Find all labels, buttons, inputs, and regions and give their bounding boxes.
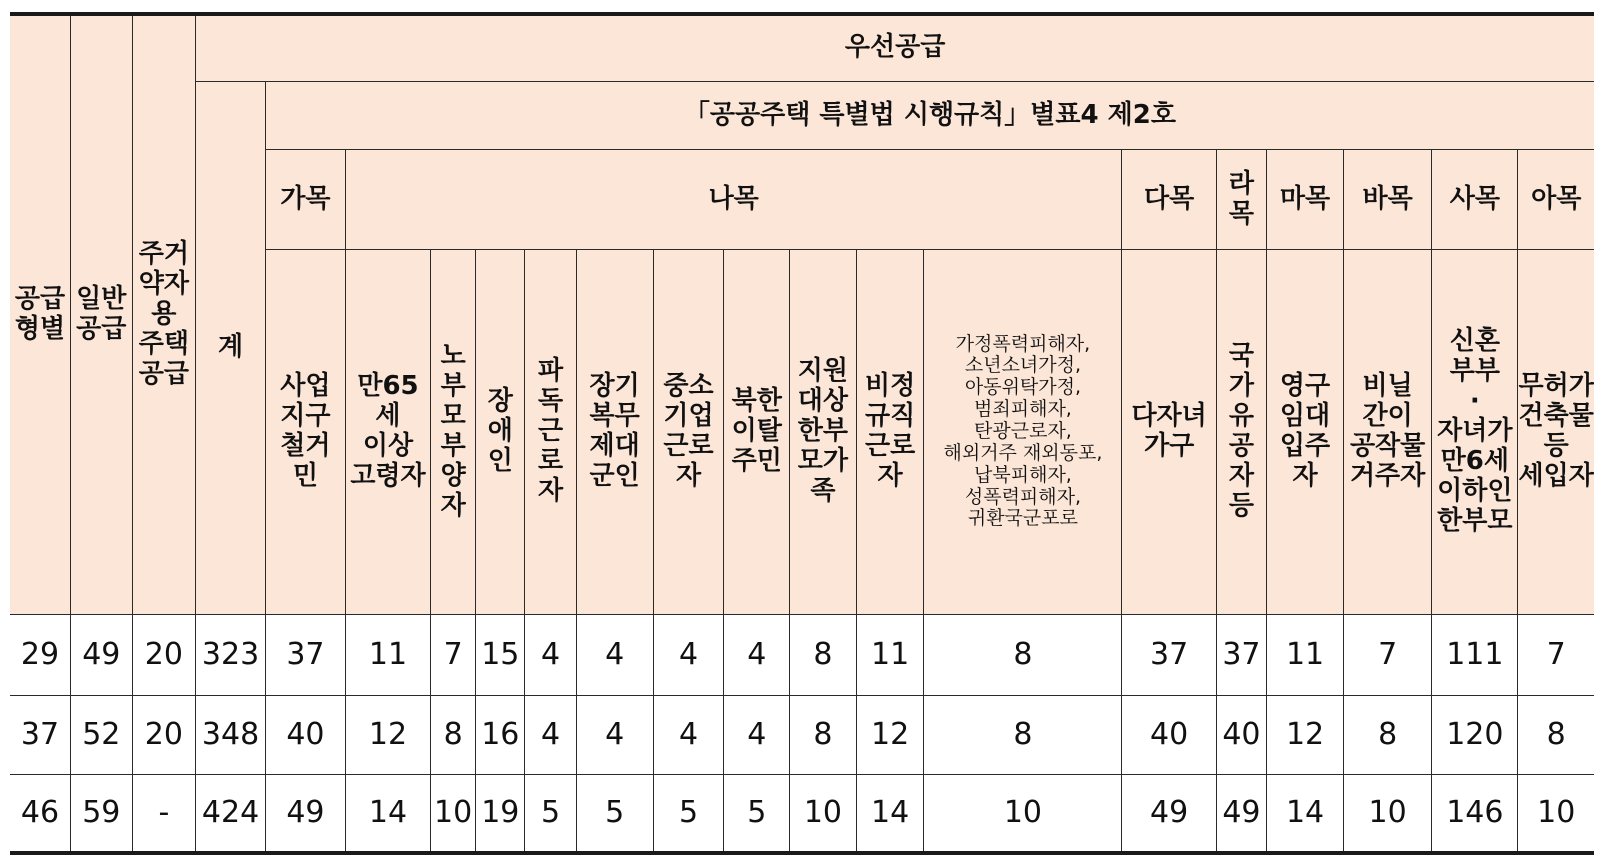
table-cell: 120 xyxy=(1432,696,1518,775)
header-group-sa-text: 사목 xyxy=(1449,183,1500,214)
table-cell: 12 xyxy=(345,696,430,775)
table-cell: 14 xyxy=(345,774,430,853)
header-general-supply xyxy=(71,14,133,614)
header-subcategory xyxy=(790,250,857,614)
header-group-ma-text: 마목 xyxy=(1279,183,1331,214)
header-subcategory-text: 가정폭력피해자, 소년소녀가정, 아동위탁가정, 범죄피해자, 탄광근로자, 해외거주 재외동포, 납북피해자, 성폭력피해자, 귀환국군포로 xyxy=(943,332,1103,530)
table-cell: 37 xyxy=(10,696,71,775)
header-priority-supply xyxy=(196,14,1594,81)
table-cell: 4 xyxy=(653,696,724,775)
table-cell: 323 xyxy=(196,614,266,696)
header-group-da xyxy=(1122,150,1216,250)
table-cell: 111 xyxy=(1432,614,1518,696)
header-subcategory xyxy=(924,250,1122,614)
header-general-supply-text: 일반 공급 xyxy=(76,283,127,344)
header-group-ra-text: 라 목 xyxy=(1228,168,1254,229)
housing-supply-table xyxy=(10,12,1594,855)
header-group-na-text: 나목 xyxy=(708,183,759,214)
table-cell: 37 xyxy=(265,614,345,696)
table-cell: 49 xyxy=(1216,774,1266,853)
table-cell: - xyxy=(132,774,196,853)
table-cell: 12 xyxy=(856,696,924,775)
table-cell: 10 xyxy=(1518,774,1594,853)
table-row xyxy=(10,614,1594,696)
table-cell: 14 xyxy=(1267,774,1344,853)
table-cell: 4 xyxy=(576,614,653,696)
table-cell: 8 xyxy=(790,696,857,775)
header-group-na xyxy=(345,150,1122,250)
header-subcategory-text: 노 부 모 부 양 자 xyxy=(440,341,466,521)
table-cell: 49 xyxy=(1122,774,1216,853)
header-subcategory xyxy=(1432,250,1518,614)
header-subcategory xyxy=(525,250,576,614)
table-cell: 5 xyxy=(525,774,576,853)
header-group-ga xyxy=(265,150,345,250)
header-subcategory xyxy=(653,250,724,614)
header-group-sa xyxy=(1432,150,1518,250)
header-subcategory-text: 지원 대상 한부 모가 족 xyxy=(797,356,849,506)
header-subcategory xyxy=(724,250,790,614)
header-supply-type-text: 공급 형별 xyxy=(14,283,66,344)
table-cell: 12 xyxy=(1267,696,1344,775)
header-vulnerable-housing xyxy=(132,14,196,614)
table-cell: 5 xyxy=(576,774,653,853)
header-subcategory xyxy=(265,250,345,614)
table-cell: 4 xyxy=(724,696,790,775)
header-subcategory xyxy=(1518,250,1594,614)
header-subcategory xyxy=(1344,250,1432,614)
header-total-text: 계 xyxy=(217,331,244,362)
table-row xyxy=(10,696,1594,775)
table-row xyxy=(10,774,1594,853)
table-cell: 19 xyxy=(476,774,525,853)
header-rule-text: 「공공주택 특별법 시행규칙」별표4 제2호 xyxy=(683,99,1176,130)
header-subcategory-text: 사업 지구 철거 민 xyxy=(280,371,331,491)
table-cell: 40 xyxy=(265,696,345,775)
header-group-ba-text: 바목 xyxy=(1362,183,1413,214)
header-subcategory xyxy=(476,250,525,614)
header-subcategory-text: 북한 이탈 주민 xyxy=(731,386,782,476)
table-cell: 11 xyxy=(856,614,924,696)
table-cell: 7 xyxy=(1518,614,1594,696)
table-cell: 5 xyxy=(653,774,724,853)
table-cell: 37 xyxy=(1122,614,1216,696)
table-cell: 37 xyxy=(1216,614,1266,696)
table-cell: 8 xyxy=(924,696,1122,775)
table-cell: 4 xyxy=(653,614,724,696)
table-cell: 29 xyxy=(10,614,71,696)
table-cell: 7 xyxy=(431,614,476,696)
header-group-a-text: 아목 xyxy=(1531,183,1582,214)
header-subcategory xyxy=(345,250,430,614)
header-subcategory-text: 장 애 인 xyxy=(487,386,513,476)
table-cell: 59 xyxy=(71,774,133,853)
table-cell: 10 xyxy=(1344,774,1432,853)
header-subcategory-text: 영구 임대 입주 자 xyxy=(1279,371,1331,491)
table-cell: 8 xyxy=(790,614,857,696)
table-cell: 11 xyxy=(1267,614,1344,696)
header-group-ma xyxy=(1267,150,1344,250)
table-cell: 4 xyxy=(525,614,576,696)
table-cell: 16 xyxy=(476,696,525,775)
header-group-a xyxy=(1518,150,1594,250)
header-subcategory-text: 비정 규직 근로 자 xyxy=(864,371,916,491)
table-cell: 52 xyxy=(71,696,133,775)
header-priority-supply-text: 우선공급 xyxy=(844,32,946,63)
header-subcategory xyxy=(856,250,924,614)
table-cell: 8 xyxy=(1518,696,1594,775)
header-subcategory-text: 파 독 근 로 자 xyxy=(538,356,564,506)
table-cell: 14 xyxy=(856,774,924,853)
header-vulnerable-housing-text: 주거 약자 용 주택 공급 xyxy=(138,239,189,389)
table-cell: 40 xyxy=(1122,696,1216,775)
table-cell: 348 xyxy=(196,696,266,775)
table-cell: 424 xyxy=(196,774,266,853)
table-cell: 46 xyxy=(10,774,71,853)
table-cell: 146 xyxy=(1432,774,1518,853)
table-cell: 7 xyxy=(1344,614,1432,696)
header-subcategory-text: 다자녀 가구 xyxy=(1131,401,1207,461)
header-subcategory xyxy=(431,250,476,614)
header-rule xyxy=(265,81,1594,149)
header-subcategory-text: 비닐 간이 공작물 거주자 xyxy=(1349,371,1426,491)
header-subcategory xyxy=(1267,250,1344,614)
table-cell: 20 xyxy=(132,614,196,696)
table-cell: 10 xyxy=(790,774,857,853)
table-cell: 11 xyxy=(345,614,430,696)
table-cell: 4 xyxy=(724,614,790,696)
header-subcategory-text: 중소 기업 근로 자 xyxy=(663,371,714,491)
table-cell: 15 xyxy=(476,614,525,696)
header-subcategory-text: 신혼 부부 · 자녀가 만6세 이하인 한부모 xyxy=(1437,326,1513,536)
header-subcategory-text: 무허가 건축물 등 세입자 xyxy=(1518,371,1594,491)
table-cell: 4 xyxy=(525,696,576,775)
header-subcategory-text: 국 가 유 공 자 등 xyxy=(1228,341,1254,521)
table-cell: 10 xyxy=(924,774,1122,853)
table-cell: 49 xyxy=(71,614,133,696)
table-cell: 4 xyxy=(576,696,653,775)
table-cell: 5 xyxy=(724,774,790,853)
header-subcategory-text: 만65 세 이상 고령자 xyxy=(350,371,426,491)
table-cell: 8 xyxy=(924,614,1122,696)
header-subcategory xyxy=(1216,250,1266,614)
header-group-ba xyxy=(1344,150,1432,250)
header-total xyxy=(196,81,266,614)
header-subcategory xyxy=(1122,250,1216,614)
header-group-ga-text: 가목 xyxy=(280,183,331,214)
table-cell: 20 xyxy=(132,696,196,775)
table-cell: 10 xyxy=(431,774,476,853)
header-subcategory xyxy=(576,250,653,614)
header-supply-type xyxy=(10,14,71,614)
table-cell: 49 xyxy=(265,774,345,853)
header-subcategory-text: 장기 복무 제대 군인 xyxy=(589,371,640,491)
table-cell: 8 xyxy=(1344,696,1432,775)
header-group-ra xyxy=(1216,150,1266,250)
table-cell: 8 xyxy=(431,696,476,775)
table-cell: 40 xyxy=(1216,696,1266,775)
header-group-da-text: 다목 xyxy=(1144,183,1195,214)
